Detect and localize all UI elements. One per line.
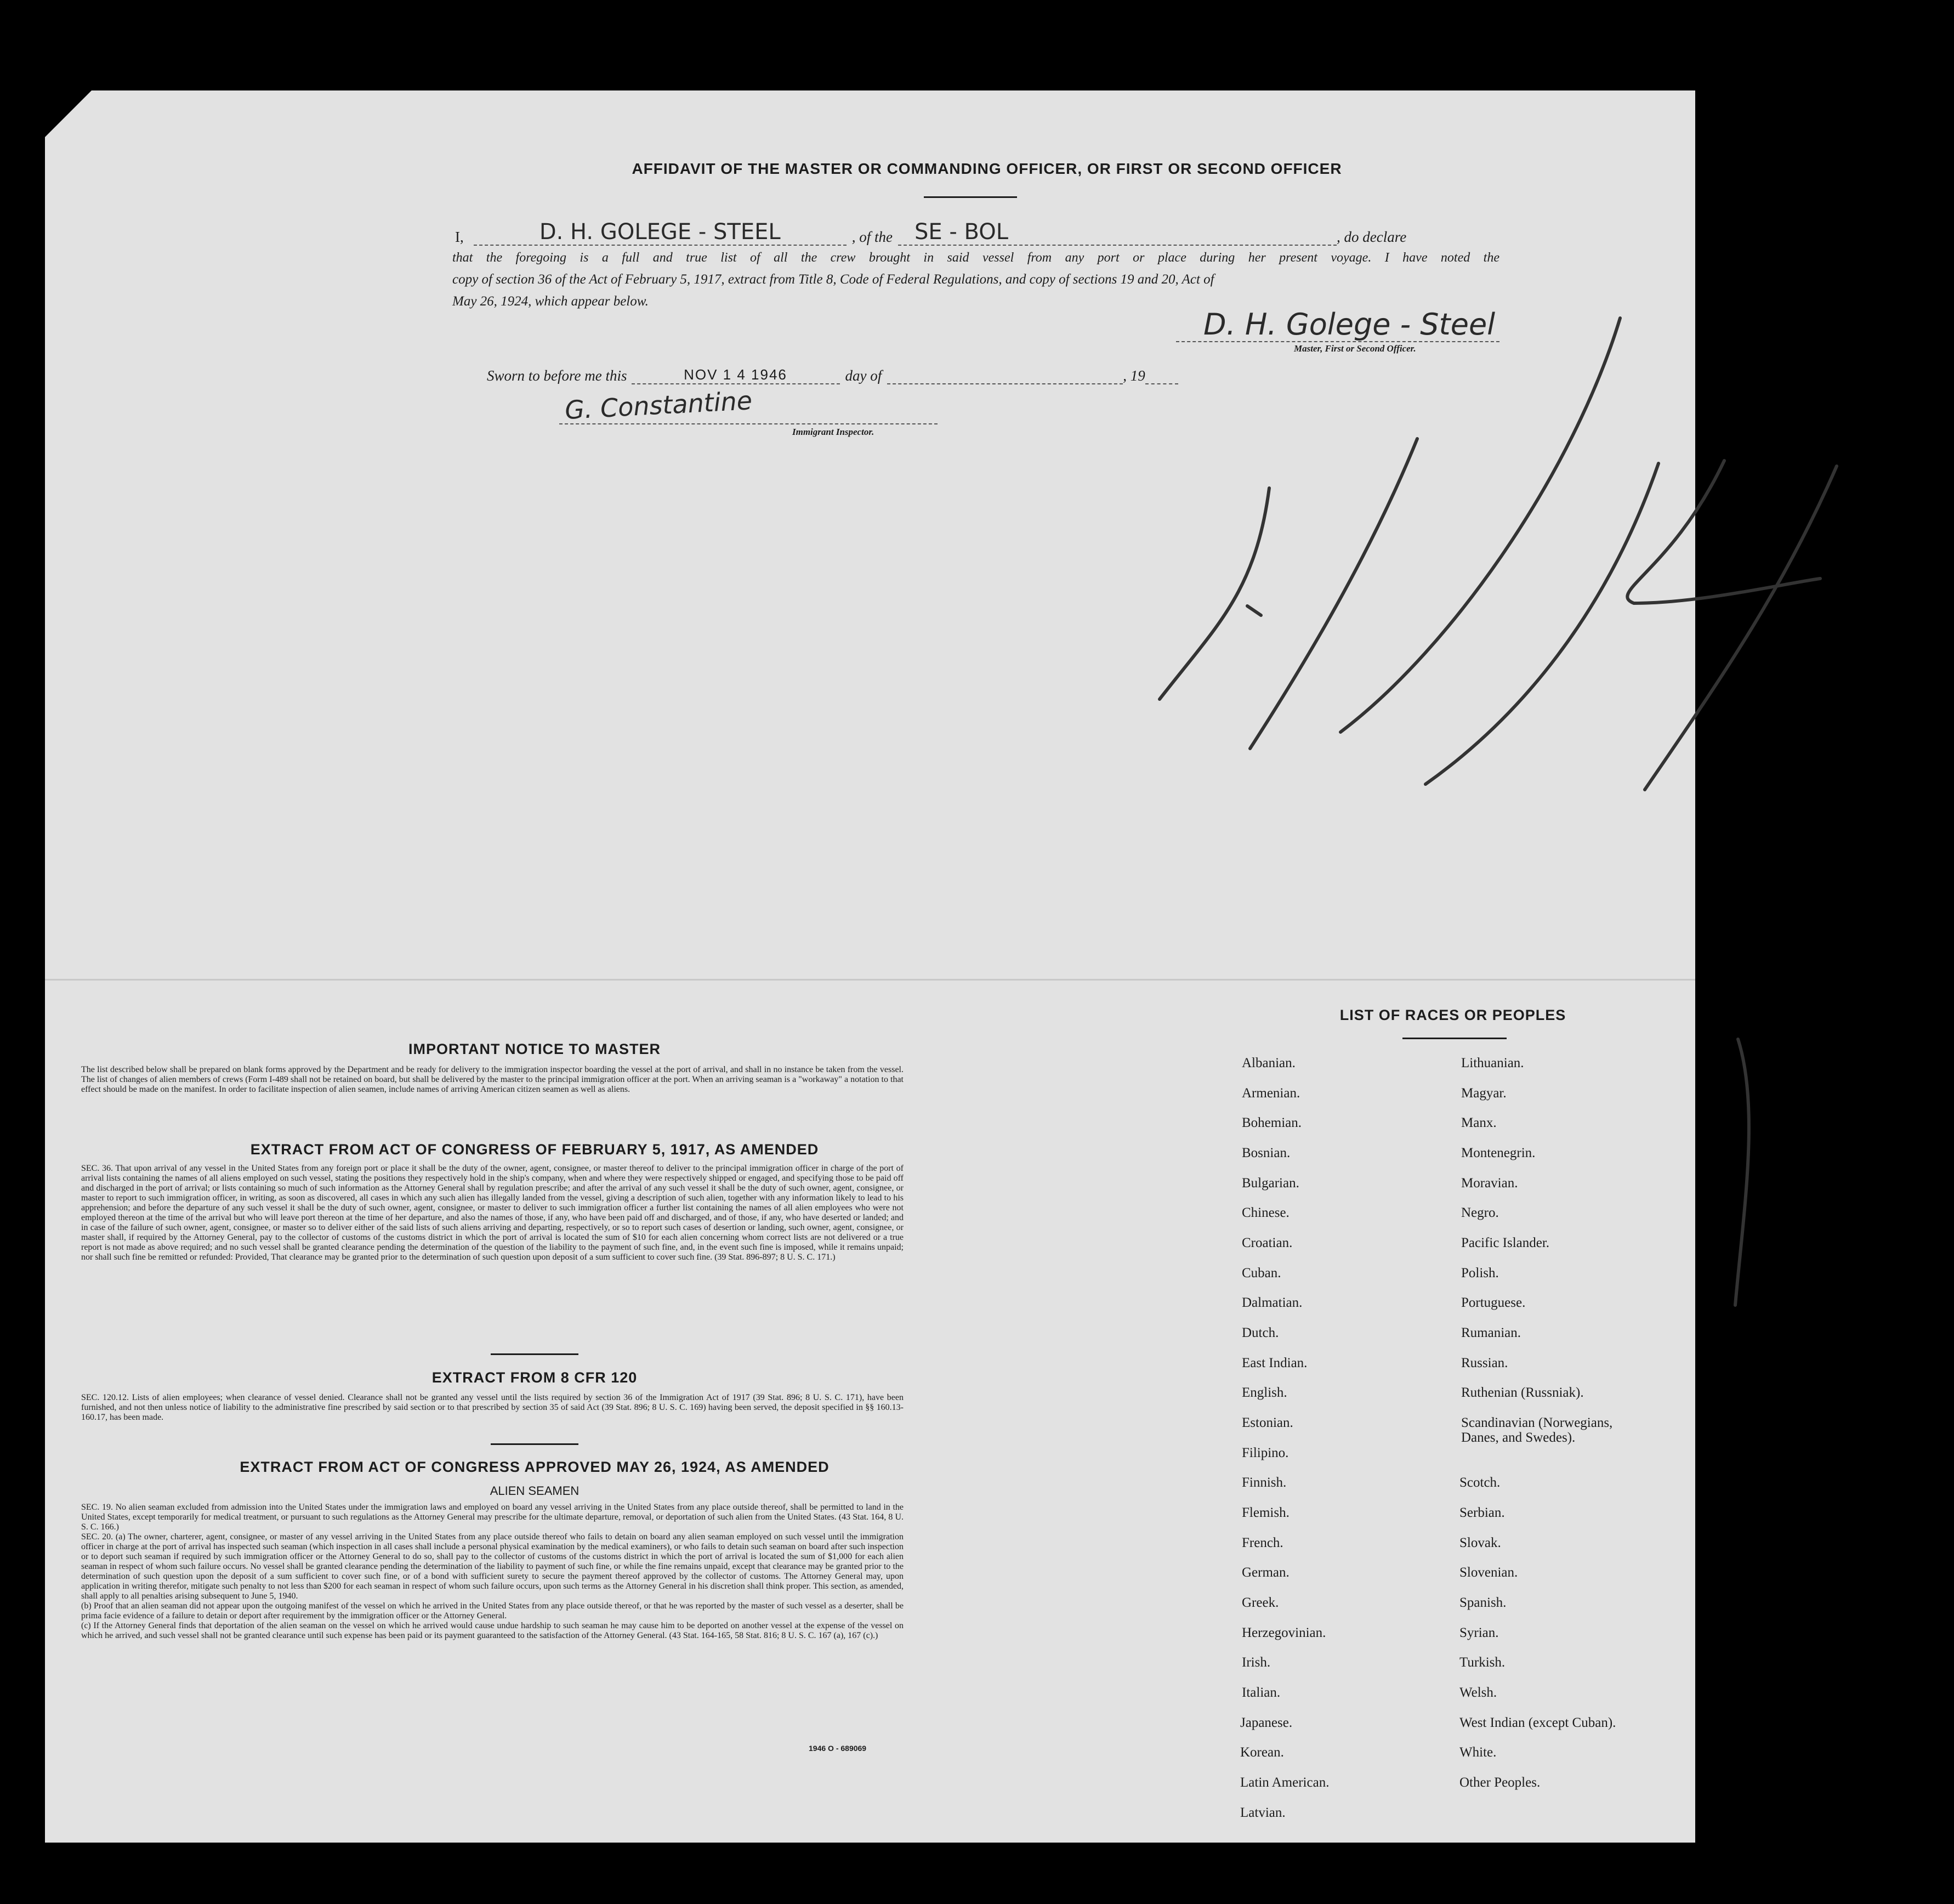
stroke-four — [1627, 461, 1820, 603]
extract-1917-text: SEC. 36. That upon arrival of any vessel in the United States from any foreign port or place it shall be the duty of the owner, agent, consignee, or master thereof to deliver to the principal immigration officer in charge of the port of arrival lists containing the names of all aliens employed on such vessel, stating the positions they respectively hold in the ship's company, when and where they were respectively shipped or engaged, and specifying those to be paid off and discharged in the port of arrival; or lists containing so much of such information as the Attorney General shall by regulation prescribe; and after the arrival of any such vessel it shall be the duty of such owner, agent, consignee, or master to report to such immigration officer, in writing, as soon as discovered, all cases in which any such alien has illegally landed from the vessel, giving a description of such alien, together with any information likely to lead to his apprehension; and before the departure of any such vessel it shall be the duty of such owner, agent, consignee, or master to deliver to such immigration officer a further list containing the names of all alien employees who were not employed thereon at the time of the arrival but who will leave port thereon at the time of her departure, and also the names of those, if any, who have been paid off and discharged, and of those, if any, who have deserted or landed; and in case of the failure of such owner, agent, consignee, or master so to deliver either of the said lists of such aliens arriving and departing, respectively, or so to report such cases of desertion or landing, such owner, agent, consignee, or master shall, if required by the Attorney General, pay to the collector of customs of the customs district in which the port of arrival is located the sum of $10 for each alien concerning whom correct lists are not delivered or a true report is not made as above required; and no such vessel shall be granted clearance pending the determination of the question of the liability to the payment of such fine, and, in the event such fine is imposed, while it remains unpaid; nor shall such fine be remitted or refunded: Provided, That clearance may be granted prior to the determination of such question upon deposit of a sum sufficient to cover such fine. (39 Stat. 896-897; 8 U. S. C. 171.) — [81, 1164, 904, 1262]
notice-text: The list described below shall be prepared on blank forms approved by the Department and be ready for delivery to the immigration inspector boarding the vessel at the port of arrival, and shall in no instance be taken from the vessel. The list of changes of alien members of crews (Form I-489 shall not be retained on board, but shall be delivered by the master to the principal immigration officer at the port. When an arriving seaman is a "workaway" a notation to that effect should be made on the manifest. In order to facilitate inspection of alien seamen, include names of arriving American citizen seamen as well as aliens. — [81, 1065, 904, 1094]
stroke-slash-3 — [1425, 463, 1658, 784]
race-item: Serbian. — [1459, 1505, 1505, 1520]
race-item: Dutch. — [1242, 1325, 1279, 1340]
of-the-label: , of the — [851, 229, 893, 245]
inspector-caption: Immigrant Inspector. — [792, 427, 874, 437]
affidavit-body-line: May 26, 1924, which appear below. — [452, 294, 649, 309]
handwritten-mark — [1124, 307, 1864, 1349]
stroke-four-down — [1645, 466, 1837, 790]
race-item: Armenian. — [1242, 1086, 1300, 1101]
race-item: Croatian. — [1242, 1236, 1293, 1250]
race-item: Flemish. — [1242, 1505, 1290, 1520]
vessel-name-field: SE - BOL — [898, 219, 1337, 246]
print-code: 1946 O - 689069 — [809, 1744, 867, 1753]
punch-hole — [1852, 240, 1884, 267]
race-item: Portuguese. — [1461, 1295, 1526, 1310]
race-item: West Indian (except Cuban). — [1459, 1715, 1616, 1730]
signature-caption: Master, First or Second Officer. — [1294, 343, 1416, 354]
race-item: Pacific Islander. — [1461, 1236, 1550, 1250]
extract-cfr-text: SEC. 120.12. Lists of alien employees; when clearance of vessel denied. Clearance shall not be granted any vessel until the lists required by section 36 of the Immigration Act of 1917 (39 Stat. 896; 8 U. S. C. 171), have been furnished, and not then unless notice of liability to the administrative fine prescribed by said section or to that prescribed by section 35 of said Act (39 Stat. 896; 8 U. S. C. 169) having been served, the deposit specified in §§ 160.13-160.17, has been made. — [81, 1393, 904, 1422]
stroke-one — [1160, 488, 1269, 699]
race-item: Turkish. — [1459, 1655, 1506, 1670]
stroke-slash-1 — [1250, 439, 1417, 749]
punch-hole — [1850, 1614, 1882, 1641]
title-rule — [924, 196, 1017, 198]
race-item: Latin American. — [1240, 1775, 1330, 1790]
race-item: Bohemian. — [1242, 1115, 1302, 1130]
divider-rule — [491, 1443, 578, 1445]
extract-1924-paragraph: SEC. 19. No alien seaman excluded from admission into the United States under the immigration laws and employed on board any vessel arriving in the United States from any place outside thereof, shall be permitted to land in the United States, except temporarily for medical treatment, or pursuant to such regulations as the Attorney General may prescribe for the ultimate departure, removal, or deportation of such alien from the United States. (43 Stat. 164, 8 U. S. C. 166.) — [81, 1503, 904, 1532]
race-item: Estonian. — [1242, 1415, 1293, 1430]
extract-1924-subtitle: ALIEN SEAMEN — [490, 1484, 580, 1498]
year-label: , 19 — [1123, 367, 1145, 384]
extract-1917-title: EXTRACT FROM ACT OF CONGRESS OF FEBRUARY 5, 1917, AS AMENDED — [250, 1141, 819, 1158]
race-item: White. — [1459, 1745, 1497, 1760]
race-item: Latvian. — [1240, 1805, 1286, 1820]
race-item: Finnish. — [1242, 1475, 1287, 1490]
race-item: Bulgarian. — [1242, 1176, 1299, 1191]
race-item: Filipino. — [1242, 1446, 1289, 1460]
races-rule — [1402, 1038, 1507, 1039]
race-item: Lithuanian. — [1461, 1056, 1524, 1070]
extract-1924-paragraph: (b) Proof that an alien seaman did not appear upon the outgoing manifest of the vessel on which he arrived in the United States from any place outside thereof, or that he was reported by the master of such vessel as a deserter, shall be prima facie evidence of a failure to detain or deport after requirement by the immigration officer or the Attorney General. — [81, 1601, 904, 1620]
extract-1924-title: EXTRACT FROM ACT OF CONGRESS APPROVED MAY 26, 1924, AS AMENDED — [240, 1459, 830, 1475]
race-item: Bosnian. — [1242, 1146, 1291, 1160]
race-item: Ruthenian (Russniak). — [1461, 1385, 1584, 1400]
extract-1924-text — [81, 1503, 904, 1641]
race-item: Magyar. — [1461, 1086, 1507, 1101]
race-item: Negro. — [1461, 1205, 1499, 1220]
extract-1924-paragraph: SEC. 20. (a) The owner, charterer, agent, consignee, or master of any vessel arriving in the United States from any place outside thereof who fails to detain on board any alien seaman employed on such vessel until the immigration officer in charge at the port of arrival has inspected such seaman (which inspection in all cases shall include a personal physical examination by the medical examiners), or who fails to detain such seaman on board after such inspection or to deport such seaman if required by such immigration officer or the Attorney General to do so, shall pay to the collector of customs of the customs district in which the port of arrival is located the sum of $1,000 for each alien seaman in respect of whom such failure occurs. No vessel shall be granted clearance pending the determination of the liability to payment of such fine, or while the fine remains unpaid, except that clearance may be granted prior to the determination of such question upon the deposit of a sum sufficient to cover such fine, or of a bond with sufficient surety to secure the payment thereof approved by the collector of customs. The Attorney General may, upon application in writing therefor, mitigate such penalty to not less than $200 for each seaman in respect of whom such failure occurs, upon such terms as the Attorney General in his discretion shall think proper. This section, as amended, shall apply to all penalties arising subsequent to June 5, 1940. — [81, 1532, 904, 1601]
race-item: Slovak. — [1459, 1535, 1501, 1550]
race-item: English. — [1242, 1385, 1287, 1400]
race-item: Moravian. — [1461, 1176, 1518, 1191]
race-item: Korean. — [1240, 1745, 1284, 1760]
race-item: Cuban. — [1242, 1266, 1281, 1280]
do-declare-label: , do declare — [1337, 229, 1407, 245]
day-of-label: day of — [845, 367, 882, 384]
sworn-line — [487, 366, 1219, 384]
race-item: Spanish. — [1459, 1595, 1507, 1610]
race-item: Russian. — [1461, 1356, 1508, 1370]
race-item: Irish. — [1242, 1655, 1271, 1670]
sworn-date-stamp: NOV 1 4 1946 — [632, 366, 840, 384]
stroke-tick — [1247, 606, 1261, 615]
inspector-line — [559, 423, 938, 424]
race-item: Polish. — [1461, 1266, 1499, 1280]
stroke-lower — [1735, 1039, 1749, 1305]
races-title: LIST OF RACES OR PEOPLES — [1339, 1007, 1566, 1023]
race-item: Manx. — [1461, 1115, 1497, 1130]
cut-corner — [45, 90, 92, 137]
affidavit-title: AFFIDAVIT OF THE MASTER OR COMMANDING OFFICER, OR FIRST OR SECOND OFFICER — [632, 160, 1342, 177]
extract-1924-paragraph: (c) If the Attorney General finds that deportation of the alien seaman on the vessel on which he arrived would cause undue hardship to such seaman he may cause him to be deported on another vessel at the expense of the vessel on which he arrived, and such vessel shall not be granted clearance until such expense has been paid or its payment guaranteed to the satisfaction of the Attorney General. (43 Stat. 164-165, 58 Stat. 816; 8 U. S. C. 167 (a), 167 (c).) — [81, 1621, 904, 1640]
race-item: Syrian. — [1459, 1625, 1499, 1640]
race-item: Herzegovinian. — [1242, 1625, 1326, 1640]
race-item: Welsh. — [1459, 1685, 1497, 1700]
race-item: German. — [1242, 1565, 1290, 1580]
master-signature: D. H. Golege - Steel — [1203, 307, 1496, 342]
divider-rule — [491, 1353, 578, 1355]
race-item: Montenegrin. — [1461, 1146, 1536, 1160]
affidavit-body-line: copy of section 36 of the Act of February 5, 1917, extract from Title 8, Code of Federal Regulations, and copy of sections 19 and 20, Act of — [452, 272, 1214, 287]
officer-name-field: D. H. GOLEGE - STEEL — [474, 219, 847, 246]
race-item: Albanian. — [1242, 1056, 1296, 1070]
race-item: Rumanian. — [1461, 1325, 1521, 1340]
race-item: Other Peoples. — [1459, 1775, 1541, 1790]
i-label: I, — [455, 229, 464, 245]
race-item: Greek. — [1242, 1595, 1279, 1610]
sworn-label: Sworn to before me this — [487, 367, 627, 384]
race-item: Slovenian. — [1459, 1565, 1518, 1580]
race-item: Chinese. — [1242, 1205, 1290, 1220]
inspector-signature: G. Constantine — [564, 386, 753, 425]
extract-cfr-title: EXTRACT FROM 8 CFR 120 — [431, 1369, 638, 1386]
affidavit-body — [452, 247, 1499, 313]
notice-title: IMPORTANT NOTICE TO MASTER — [408, 1041, 661, 1057]
race-item: Scotch. — [1459, 1475, 1501, 1490]
race-item: Scandinavian (Norwegians, Danes, and Swedes). — [1461, 1415, 1613, 1445]
declaration-line — [455, 219, 1499, 246]
affidavit-body-line: that the foregoing is a full and true list of all the crew brought in said vessel from any port or place during her present voyage. I have noted the — [452, 251, 1499, 265]
race-item: East Indian. — [1242, 1356, 1308, 1370]
race-item: Japanese. — [1240, 1715, 1293, 1730]
month-field — [887, 369, 1123, 384]
stroke-slash-2 — [1340, 318, 1620, 732]
race-item: French. — [1242, 1535, 1283, 1550]
race-item: Italian. — [1242, 1685, 1281, 1700]
punch-hole — [1850, 1526, 1882, 1554]
race-item: Dalmatian. — [1242, 1295, 1303, 1310]
